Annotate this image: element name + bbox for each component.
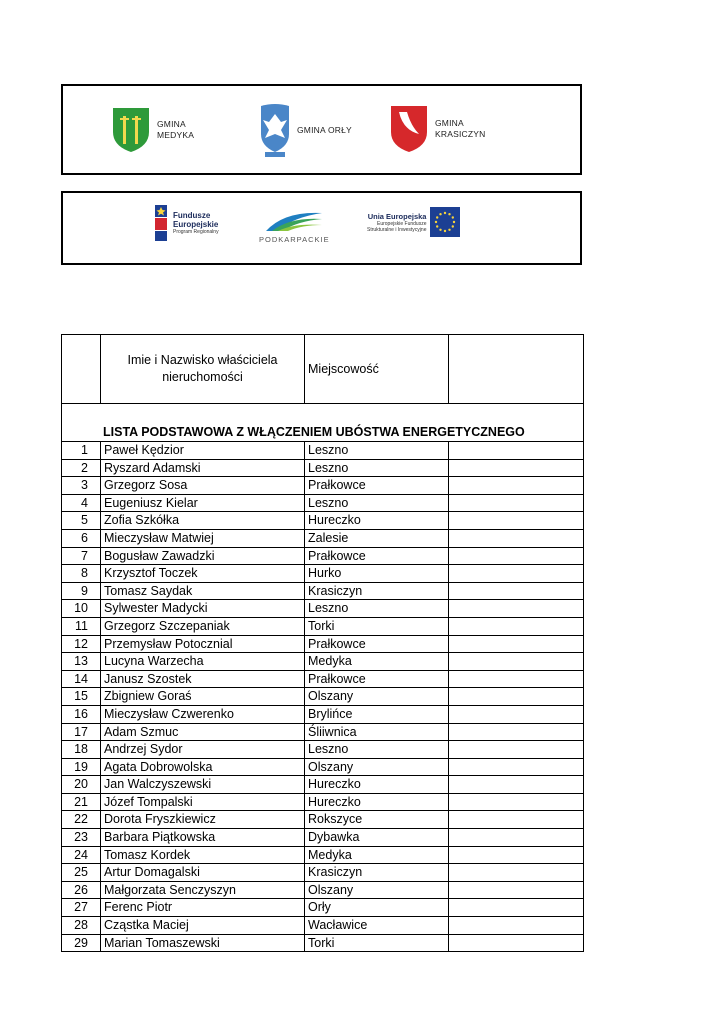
row-owner-name: Sylwester Madycki xyxy=(101,600,305,618)
row-place: Leszno xyxy=(305,494,449,512)
table-row xyxy=(62,529,584,547)
table-row xyxy=(62,723,584,741)
row-number: 4 xyxy=(62,494,101,512)
row-extra xyxy=(449,741,584,759)
row-place: Prałkowce xyxy=(305,477,449,495)
row-place: Brylińce xyxy=(305,705,449,723)
row-extra xyxy=(449,635,584,653)
table-row xyxy=(62,477,584,495)
row-place: Medyka xyxy=(305,846,449,864)
row-owner-name: Ferenc Piotr xyxy=(101,899,305,917)
row-number: 28 xyxy=(62,917,101,935)
row-place: Olszany xyxy=(305,758,449,776)
gmina-krasiczyn-logo xyxy=(389,104,485,154)
row-owner-name: Grzegorz Szczepaniak xyxy=(101,617,305,635)
row-owner-name: Artur Domagalski xyxy=(101,864,305,882)
header-owner-name: Imie i Nazwisko właściciela nieruchomości xyxy=(101,335,305,404)
fundusze-star-icon xyxy=(153,203,169,243)
row-extra xyxy=(449,494,584,512)
row-owner-name: Bogusław Zawadzki xyxy=(101,547,305,565)
row-number: 20 xyxy=(62,776,101,794)
row-place: Hureczko xyxy=(305,793,449,811)
row-owner-name: Zbigniew Goraś xyxy=(101,688,305,706)
row-number: 29 xyxy=(62,934,101,952)
table-row xyxy=(62,512,584,530)
table-row xyxy=(62,494,584,512)
table-row xyxy=(62,600,584,618)
table-row xyxy=(62,758,584,776)
row-extra xyxy=(449,565,584,583)
table-row xyxy=(62,670,584,688)
row-owner-name: Eugeniusz Kielar xyxy=(101,494,305,512)
row-number: 19 xyxy=(62,758,101,776)
row-owner-name: Paweł Kędzior xyxy=(101,442,305,460)
ue-label-2: Europejskie Fundusze xyxy=(377,220,427,227)
row-number: 21 xyxy=(62,793,101,811)
row-owner-name: Małgorzata Senczyszyn xyxy=(101,881,305,899)
row-extra xyxy=(449,582,584,600)
table-row xyxy=(62,741,584,759)
row-extra xyxy=(449,829,584,847)
row-owner-name: Janusz Szostek xyxy=(101,670,305,688)
municipality-logos-box xyxy=(61,84,582,175)
row-number: 9 xyxy=(62,582,101,600)
row-number: 17 xyxy=(62,723,101,741)
podkarpackie-logo xyxy=(259,207,330,244)
podkarpackie-mountains-icon xyxy=(264,207,324,233)
table-row xyxy=(62,881,584,899)
row-place: Hurko xyxy=(305,565,449,583)
row-owner-name: Barbara Piątkowska xyxy=(101,829,305,847)
row-place: Leszno xyxy=(305,459,449,477)
table-row xyxy=(62,617,584,635)
section-row xyxy=(62,404,584,442)
row-number: 3 xyxy=(62,477,101,495)
row-place: Olszany xyxy=(305,688,449,706)
table-row xyxy=(62,582,584,600)
krasiczyn-crest-icon xyxy=(389,104,429,154)
row-owner-name: Mieczysław Czwerenko xyxy=(101,705,305,723)
row-owner-name: Krzysztof Toczek xyxy=(101,565,305,583)
fundusze-label-3: Program Regionalny xyxy=(173,229,219,235)
table-row xyxy=(62,934,584,952)
row-number: 10 xyxy=(62,600,101,618)
row-number: 18 xyxy=(62,741,101,759)
row-owner-name: Agata Dobrowolska xyxy=(101,758,305,776)
row-extra xyxy=(449,459,584,477)
row-owner-name: Jan Walczyszewski xyxy=(101,776,305,794)
row-extra xyxy=(449,705,584,723)
table-row xyxy=(62,688,584,706)
eu-funds-logos-box xyxy=(61,191,582,265)
gmina-orly-logo xyxy=(259,102,352,158)
row-place: Krasiczyn xyxy=(305,582,449,600)
row-place: Dybawka xyxy=(305,829,449,847)
row-number: 22 xyxy=(62,811,101,829)
row-place: Prałkowce xyxy=(305,547,449,565)
row-owner-name: Tomasz Saydak xyxy=(101,582,305,600)
row-extra xyxy=(449,899,584,917)
orly-label: GMINA ORŁY xyxy=(297,124,352,135)
row-extra xyxy=(449,688,584,706)
row-number: 1 xyxy=(62,442,101,460)
row-place: Leszno xyxy=(305,741,449,759)
table-row xyxy=(62,793,584,811)
row-owner-name: Przemysław Potocznial xyxy=(101,635,305,653)
row-place: Prałkowce xyxy=(305,635,449,653)
table-row xyxy=(62,442,584,460)
row-extra xyxy=(449,864,584,882)
row-number: 16 xyxy=(62,705,101,723)
row-number: 12 xyxy=(62,635,101,653)
header-place: Miejscowość xyxy=(305,335,449,404)
row-place: Hureczko xyxy=(305,512,449,530)
row-number: 25 xyxy=(62,864,101,882)
row-number: 23 xyxy=(62,829,101,847)
table-header-row xyxy=(62,335,584,404)
table-row xyxy=(62,547,584,565)
row-extra xyxy=(449,723,584,741)
orly-crest-icon xyxy=(259,102,291,158)
table-row xyxy=(62,917,584,935)
row-number: 15 xyxy=(62,688,101,706)
owners-table xyxy=(61,334,584,952)
table-row xyxy=(62,776,584,794)
row-extra xyxy=(449,442,584,460)
table-row xyxy=(62,899,584,917)
row-extra xyxy=(449,547,584,565)
section-title: LISTA PODSTAWOWA Z WŁĄCZENIEM UBÓSTWA ENERGETYCZNEGO xyxy=(62,404,584,442)
row-place: Orły xyxy=(305,899,449,917)
gmina-medyka-logo xyxy=(111,106,194,154)
table-row xyxy=(62,829,584,847)
medyka-label-2: MEDYKA xyxy=(157,130,195,140)
row-extra xyxy=(449,758,584,776)
row-owner-name: Ryszard Adamski xyxy=(101,459,305,477)
eu-flag-icon xyxy=(430,207,460,237)
row-number: 13 xyxy=(62,653,101,671)
row-place: Hureczko xyxy=(305,776,449,794)
row-owner-name: Zofia Szkółka xyxy=(101,512,305,530)
row-place: Medyka xyxy=(305,653,449,671)
row-number: 2 xyxy=(62,459,101,477)
table-row xyxy=(62,864,584,882)
row-extra xyxy=(449,600,584,618)
row-extra xyxy=(449,793,584,811)
row-extra xyxy=(449,917,584,935)
row-place: Torki xyxy=(305,934,449,952)
row-extra xyxy=(449,529,584,547)
header-number xyxy=(62,335,101,404)
table-row xyxy=(62,635,584,653)
table-row xyxy=(62,459,584,477)
row-owner-name: Marian Tomaszewski xyxy=(101,934,305,952)
row-number: 24 xyxy=(62,846,101,864)
row-extra xyxy=(449,477,584,495)
table-row xyxy=(62,653,584,671)
table-row xyxy=(62,846,584,864)
row-place: Zalesie xyxy=(305,529,449,547)
row-extra xyxy=(449,811,584,829)
row-owner-name: Cząstka Maciej xyxy=(101,917,305,935)
row-place: Krasiczyn xyxy=(305,864,449,882)
row-extra xyxy=(449,881,584,899)
row-number: 5 xyxy=(62,512,101,530)
row-number: 6 xyxy=(62,529,101,547)
fundusze-label-2: Europejskie xyxy=(173,220,219,229)
row-owner-name: Lucyna Warzecha xyxy=(101,653,305,671)
row-number: 27 xyxy=(62,899,101,917)
row-owner-name: Tomasz Kordek xyxy=(101,846,305,864)
row-place: Prałkowce xyxy=(305,670,449,688)
row-place: Olszany xyxy=(305,881,449,899)
row-number: 11 xyxy=(62,617,101,635)
krasiczyn-label-2: KRASICZYN xyxy=(435,129,486,139)
row-place: Torki xyxy=(305,617,449,635)
row-extra xyxy=(449,670,584,688)
row-extra xyxy=(449,846,584,864)
row-extra xyxy=(449,512,584,530)
row-extra xyxy=(449,653,584,671)
header-extra xyxy=(449,335,584,404)
krasiczyn-label-1: GMINA xyxy=(435,118,464,128)
row-owner-name: Andrzej Sydor xyxy=(101,741,305,759)
medyka-crest-icon xyxy=(111,106,151,154)
row-owner-name: Dorota Fryszkiewicz xyxy=(101,811,305,829)
row-number: 7 xyxy=(62,547,101,565)
row-number: 8 xyxy=(62,565,101,583)
fundusze-europejskie-logo xyxy=(153,203,219,243)
row-place: Wacławice xyxy=(305,917,449,935)
unia-europejska-logo xyxy=(367,207,460,237)
row-extra xyxy=(449,617,584,635)
row-owner-name: Mieczysław Matwiej xyxy=(101,529,305,547)
ue-label-3: Strukturalne i Inwestycyjne xyxy=(367,226,427,233)
row-place: Rokszyce xyxy=(305,811,449,829)
row-extra xyxy=(449,776,584,794)
podkarpackie-label: PODKARPACKIE xyxy=(259,235,330,244)
row-owner-name: Józef Tompalski xyxy=(101,793,305,811)
ue-label-1: Unia Europejska xyxy=(367,211,427,221)
row-number: 14 xyxy=(62,670,101,688)
row-extra xyxy=(449,934,584,952)
table-row xyxy=(62,705,584,723)
row-place: Leszno xyxy=(305,442,449,460)
table-row xyxy=(62,565,584,583)
row-place: Śliiwnica xyxy=(305,723,449,741)
medyka-label-1: GMINA xyxy=(157,119,186,129)
fundusze-label-1: Fundusze xyxy=(173,211,211,220)
row-owner-name: Grzegorz Sosa xyxy=(101,477,305,495)
row-number: 26 xyxy=(62,881,101,899)
row-place: Leszno xyxy=(305,600,449,618)
table-row xyxy=(62,811,584,829)
row-owner-name: Adam Szmuc xyxy=(101,723,305,741)
